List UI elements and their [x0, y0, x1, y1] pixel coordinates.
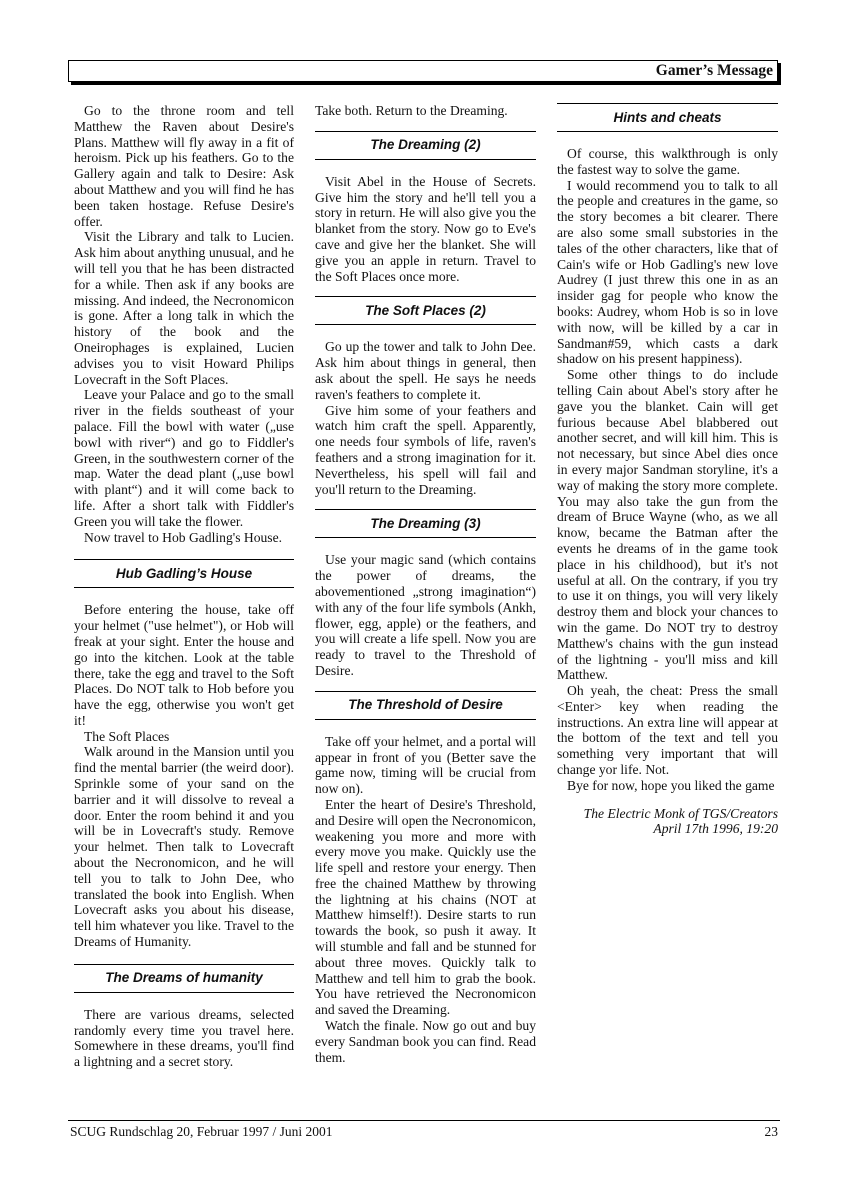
footer-rule [68, 1120, 780, 1121]
column-1 [74, 103, 294, 1070]
paragraph: Of course, this walkthrough is only the fastest way to solve the game. [557, 146, 778, 177]
paragraph: Go up the tower and talk to John Dee. Ask him about things in general, then ask about the spell. He says he needs raven's feathers to complete it. [315, 339, 536, 402]
paragraph: Leave your Palace and go to the small river in the fields southeast of your palace. Fill the bowl with water („use bowl with river“) and go to Fiddler's Green, in the southwestern corner of the map. Water the dead plant („use bowl with plant“) and it will come back to life. After a short talk with Fiddler's Green you will take the flower. [74, 387, 294, 529]
paragraph: Visit the Library and talk to Lucien. Ask him about anything unusual, and he will tell you that he has been distracted for a while. Then ask if any books are missing. And indeed, the Necronomicon is gone. After a long talk in which the history of the book and the Oneirophages is explained, Lucien advises you to visit Howard Philips Lovecraft in the Soft Places. [74, 229, 294, 387]
paragraph: I would recommend you to talk to all the people and creatures in the game, so the story becomes a bit clearer. There are also some small substories in the tales of the other characters, like that of Cain's wife or Hob Gadling's new love Audrey (I just threw this one in as an insider gag for people who know the books: Audrey, whom Hob is so in love with now, will be killed by a car in Sandman#59, which casts a dark shadow on his present happiness). [557, 177, 778, 367]
paragraph: Go to the throne room and tell Matthew the Raven about Desire's Plans. Matthew will fly away in a fit of heroism. Pick up his feathers. Go to the Gallery again and talk to Desire: Ask about Matthew and you will find he has been taken hostage. Refuse Desire's offer. [74, 103, 294, 229]
paragraph: Enter the heart of Desire's Threshold, and Desire will open the Necronomicon, weakening you more and more with every move you make. Quickly use the life spell and restore your energy. Then free the chained Matthew by throwing the lightning at his chains (NOT at Matthew himself!). Desire starts to run towards the book, so push it away. It will stumble and fall and be stunned for about three moves. Quickly talk to Matthew and tell him to grab the book. You have retrieved the Necronomicon and saved the Dreaming. [315, 796, 536, 1018]
paragraph: Give him some of your feathers and watch him craft the spell. Apparently, one needs four symbols of life, raven's feathers and a strong imagination for it. Nevertheless, his spell will fail and you'll return to the Dreaming. [315, 402, 536, 497]
paragraph: Use your magic sand (which contains the power of dreams, the abovementioned „strong imagination“) with any of the four life symbols (Ankh, flower, egg, apple) or the feathers, and you will create a life spell. Now you are ready to travel to the Threshold of Desire. [315, 552, 536, 678]
signature-author: The Electric Monk of TGS/Creators [583, 805, 778, 821]
paragraph: Take off your helmet, and a portal will appear in front of you (Better save the game now, timing will be crucial from now on). [315, 733, 536, 797]
paragraph: Take both. Return to the Dreaming. [315, 103, 508, 118]
section-heading: The Threshold of Desire [315, 691, 536, 720]
section-heading: Hub Gadling’s House [74, 559, 294, 588]
paragraph: Watch the finale. Now go out and buy every Sandman book you can find. Read them. [315, 1018, 536, 1065]
column-2 [315, 103, 536, 1065]
section-heading: The Dreaming (3) [315, 509, 536, 538]
paragraph: Bye for now, hope you liked the game [567, 777, 775, 793]
paragraph: The Soft Places [84, 728, 170, 744]
page-number: 23 [764, 1124, 778, 1139]
column-3 [557, 103, 778, 837]
paragraph: Walk around in the Mansion until you find the mental barrier (the weird door). Sprinkle some of your sand on the barrier and it will dissolve to reveal a door. Enter the room behind it and you will be in Lovecraft's study. Remove your helmet. Then talk to Lovecraft about the Necronomicon, and he will tell you to talk to John Dee, who translated the book into English. When Lovecraft asks you about his disease, tell him whatever you like. Travel to the Dreams of Humanity. [74, 744, 294, 950]
paragraph: Oh yeah, the cheat: Press the small <Enter> key when reading the instructions. An extra line will appear at the bottom of the text and tell you something very important that will change yor life. Not. [557, 683, 778, 778]
paragraph: There are various dreams, selected randomly every time you travel here. Somewhere in these dreams, you'll find a lightning and a secret story. [74, 1006, 294, 1070]
paragraph: Some other things to do include telling Cain about Abel's story after he gave you the blanket. Cain will get furious because Abel blabbered out another secret, and will kill him. This is not necessary, but since Abel dies once in every major Sandman storyline, it's a way of making the story more complete. You may also take the gun from the dream of Bruce Wayne (who, as we all know, became the Batman after the events he dreams of in the game took place in his childhood), but it's not useful at all. On the contrary, if you try to use it on things, you will very likely destroy them and block your chances to win the game. Do NOT try to destroy Matthew's chains with the gun instead of the lightning - you'll miss and kill Matthew. [557, 367, 778, 683]
section-heading: The Soft Places (2) [315, 296, 536, 325]
paragraph: Before entering the house, take off your helmet ("use helmet"), or Hob will freak at your sight. Enter the house and go into the kitchen. Look at the table there, take the egg and travel to the Soft Places. Do NOT talk to Hob before you have the egg, otherwise you won't get it! [74, 602, 294, 728]
footer-publication: SCUG Rundschlag 20, Februar 1997 / Juni 2001 [70, 1124, 333, 1139]
page-title: Gamer’s Message [655, 62, 773, 79]
signature-date: April 17th 1996, 19:20 [653, 821, 778, 837]
section-heading: The Dreaming (2) [315, 131, 536, 160]
paragraph: Now travel to Hob Gadling's House. [84, 529, 283, 545]
signature [557, 806, 778, 838]
paragraph: Visit Abel in the House of Secrets. Give him the story and he'll tell you a story in return. He will also give you the blanket from the story. Now go to Eve's cave and give her the blanket. She will give you an apple in return. Travel to the Soft Places once more. [315, 173, 536, 284]
header-bar [68, 60, 778, 82]
section-heading: The Dreams of humanity [74, 964, 294, 993]
section-heading: Hints and cheats [557, 103, 778, 132]
